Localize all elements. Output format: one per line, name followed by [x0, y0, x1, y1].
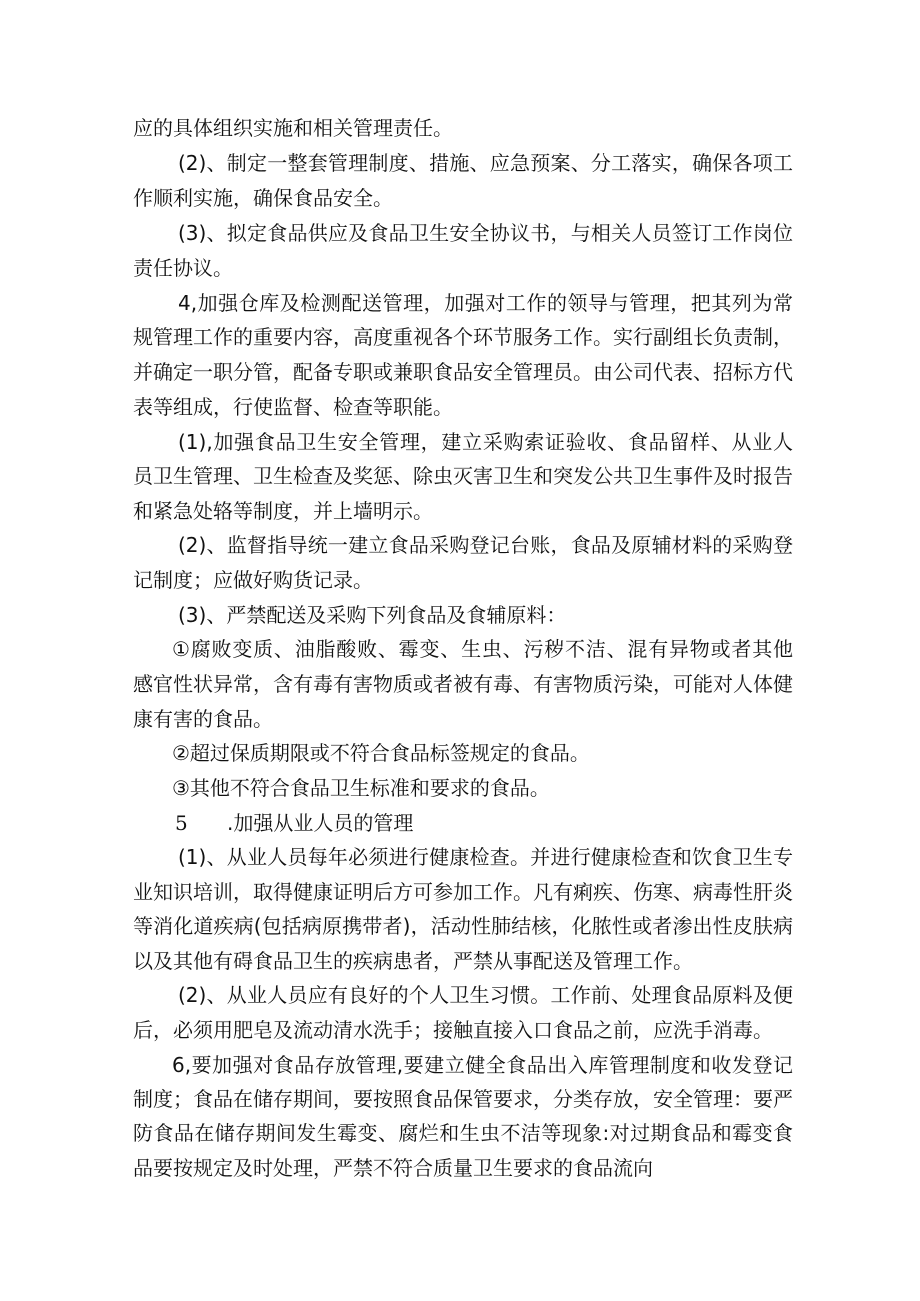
text-line: 员卫生管理、卫生检查及奖惩、除虫灭害卫生和突发公共卫生事件及时报告	[133, 464, 793, 488]
text-line: (2)、监督指导统一建立食品采购登记台账，食品及原辅材料的采购登	[178, 533, 793, 557]
text-line: 品要按规定及时处理，严禁不符合质量卫生要求的食品流向	[133, 1156, 653, 1180]
text-line: ②超过保质期限或不符合食品标签规定的食品。	[172, 741, 590, 765]
text-line: 责任协议。	[133, 256, 233, 280]
text-line: 防食品在储存期间发生霉变、腐烂和生虫不洁等现象:对过期食品和霉变食	[133, 1121, 793, 1145]
text-line: 康有害的食品。	[133, 707, 273, 731]
text-line: 制度；食品在储存期间，要按照食品保管要求，分类存放，安全管理：要严	[133, 1087, 793, 1111]
text-line: 规管理工作的重要内容，高度重视各个环节服务工作。实行副组长负责制，	[133, 325, 793, 349]
text-line: 记制度；应做好购货记录。	[133, 568, 373, 592]
text-line: (3)、拟定食品供应及食品卫生安全协议书，与相关人员签订工作岗位	[178, 221, 793, 245]
text-line: 后，必须用肥皂及流动清水洗手；接触直接入口食品之前，应洗手消毒。	[133, 1018, 773, 1042]
text-line: 感官性状异常，含有毒有害物质或者被有毒、有害物质污染，可能对人体健	[133, 672, 793, 696]
text-line: 业知识培训，取得健康证明后方可参加工作。凡有痢疾、伤寒、病毒性肝炎	[133, 880, 793, 904]
text-line: (2)、制定一整套管理制度、措施、应急预案、分工落实，确保各项工	[178, 151, 793, 175]
text-line: 以及其他有碍食品卫生的疾病患者，严禁从事配送及管理工作。	[133, 949, 693, 973]
text-line: 4,加强仓库及检测配送管理，加强对工作的领导与管理，把其列为常	[178, 291, 793, 315]
text-line: ①腐败变质、油脂酸败、霉变、生虫、污秽不洁、混有异物或者其他	[172, 637, 793, 661]
text-line: (1)、从业人员每年必须进行健康检查。并进行健康检查和饮食卫生专	[178, 845, 793, 869]
text-line: 应的具体组织实施和相关管理责任。	[133, 116, 453, 140]
text-line: 和紧急处辂等制度，并上墙明示。	[133, 499, 433, 523]
section-heading: .加强从业人员的管理	[227, 811, 414, 835]
text-line: (2)、从业人员应有良好的个人卫生习惯。工作前、处理食品原料及便	[178, 983, 793, 1007]
text-line: 6,要加强对食品存放管理,要建立健全食品出入库管理制度和收发登记	[172, 1053, 793, 1077]
text-line: (3)、严禁配送及采购下列食品及食辅原料：	[178, 603, 567, 627]
text-line: 等消化道疾病(包括病原携带者)，活动性肺结核，化脓性或者渗出性皮肤病	[133, 914, 793, 938]
text-line: 表等组成，行使监督、检查等职能。	[133, 395, 453, 419]
text-line: ③其他不符合食品卫生标准和要求的食品。	[172, 776, 550, 800]
text-line: (1),加强食品卫生安全管理，建立采购索证验收、食品留样、从业人	[178, 430, 793, 454]
text-line: 作顺利实施，确保食品安全。	[133, 186, 393, 210]
section-number: 5	[175, 811, 188, 835]
text-line: 并确定一职分管，配备专职或兼职食品安全管理员。由公司代表、招标方代	[133, 360, 793, 384]
